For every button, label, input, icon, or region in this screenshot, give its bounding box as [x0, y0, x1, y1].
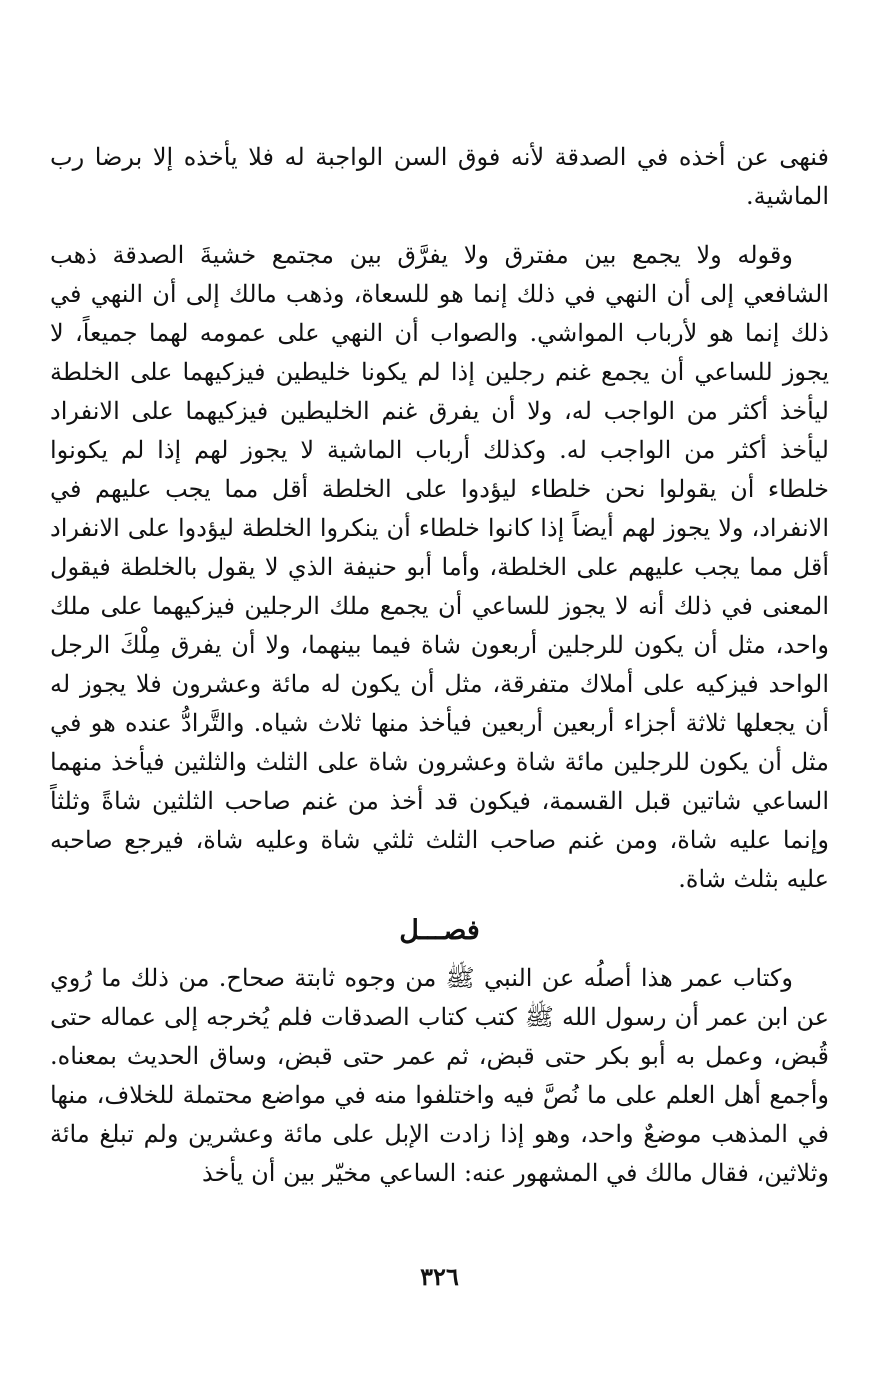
page-body	[50, 138, 829, 1193]
paragraph-kitab-umar: وكتاب عمر هذا أصلُه عن النبي ﷺ من وجوه ثابتة صحاح. من ذلك ما رُوي عن ابن عمر أن رسول الله ﷺ كتب كتاب الصدقات فلم يُخرجه إلى عماله حتى قُبض، وعمل به أبو بكر حتى قبض، ثم عمر حتى قبض، وساق الحديث بمعناه. وأجمع أهل العلم على ما نُصَّ فيه واختلفوا منه في مواضع محتملة للخلاف، منها في المذهب موضعٌ واحد، وهو إذا زادت الإبل على مائة وعشرين ولم تبلغ مائة وثلاثين، فقال مالك في المشهور عنه: الساعي مخيّر بين أن يأخذ	[50, 964, 829, 1187]
paragraph-khulta: وقوله ولا يجمع بين مفترق ولا يفرَّق بين مجتمع خشيةَ الصدقة ذهب الشافعي إلى أن النهي في ذلك إنما هو للسعاة، وذهب مالك إلى أن النهي في ذلك إنما هو لأرباب المواشي. والصواب أن النهي على عمومه لهما جميعاً، لا يجوز للساعي أن يجمع غنم رجلين إذا لم يكونا خليطين فيزكيهما على الخلطة ليأخذ أكثر من الواجب له، ولا أن يفرق غنم الخليطين فيزكيهما على الانفراد ليأخذ أكثر من الواجب له. وكذلك أرباب الماشية لا يجوز لهم إذا لم يكونوا خلطاء أن يقولوا نحن خلطاء ليؤدوا على الخلطة أقل مما يجب عليهم في الانفراد، ولا يجوز لهم أيضاً إذا كانوا خلطاء أن ينكروا الخلطة ليؤدوا على الانفراد أقل مما يجب عليهم على الخلطة، وأما أبو حنيفة الذي لا يقول بالخلطة فيقول المعنى في ذلك أنه لا يجوز للساعي أن يجمع ملك الرجلين فيزكيهما على ملك واحد، مثل أن يكون للرجلين أربعون شاة فيما بينهما، ولا أن يفرق مِلْكَ الرجل الواحد فيزكيه على أملاك متفرقة، مثل أن يكون له مائة وعشرون فلا يجوز له أن يجعلها ثلاثة أجزاء أربعين أربعين فيأخذ منها ثلاث شياه. والتَّرادُّ عنده هو في مثل أن يكون للرجلين مائة شاة وعشرون شاة على الثلث والثلثين فيأخذ منهما الساعي شاتين قبل القسمة، فيكون قد أخذ من غنم صاحب الثلثين شاةً وثلثاً وإنما عليه شاة، ومن غنم صاحب الثلث ثلثي شاة وعليه شاة، فيرجع صاحبه عليه بثلث شاة.	[50, 241, 829, 893]
paragraph-continuation: فنهى عن أخذه في الصدقة لأنه فوق السن الواجبة له فلا يأخذه إلا برضا رب الماشية.	[50, 143, 829, 210]
paragraph-gap	[50, 216, 829, 236]
section-heading: فصـــل	[399, 915, 480, 946]
page-number: ٣٢٦	[420, 1262, 459, 1291]
